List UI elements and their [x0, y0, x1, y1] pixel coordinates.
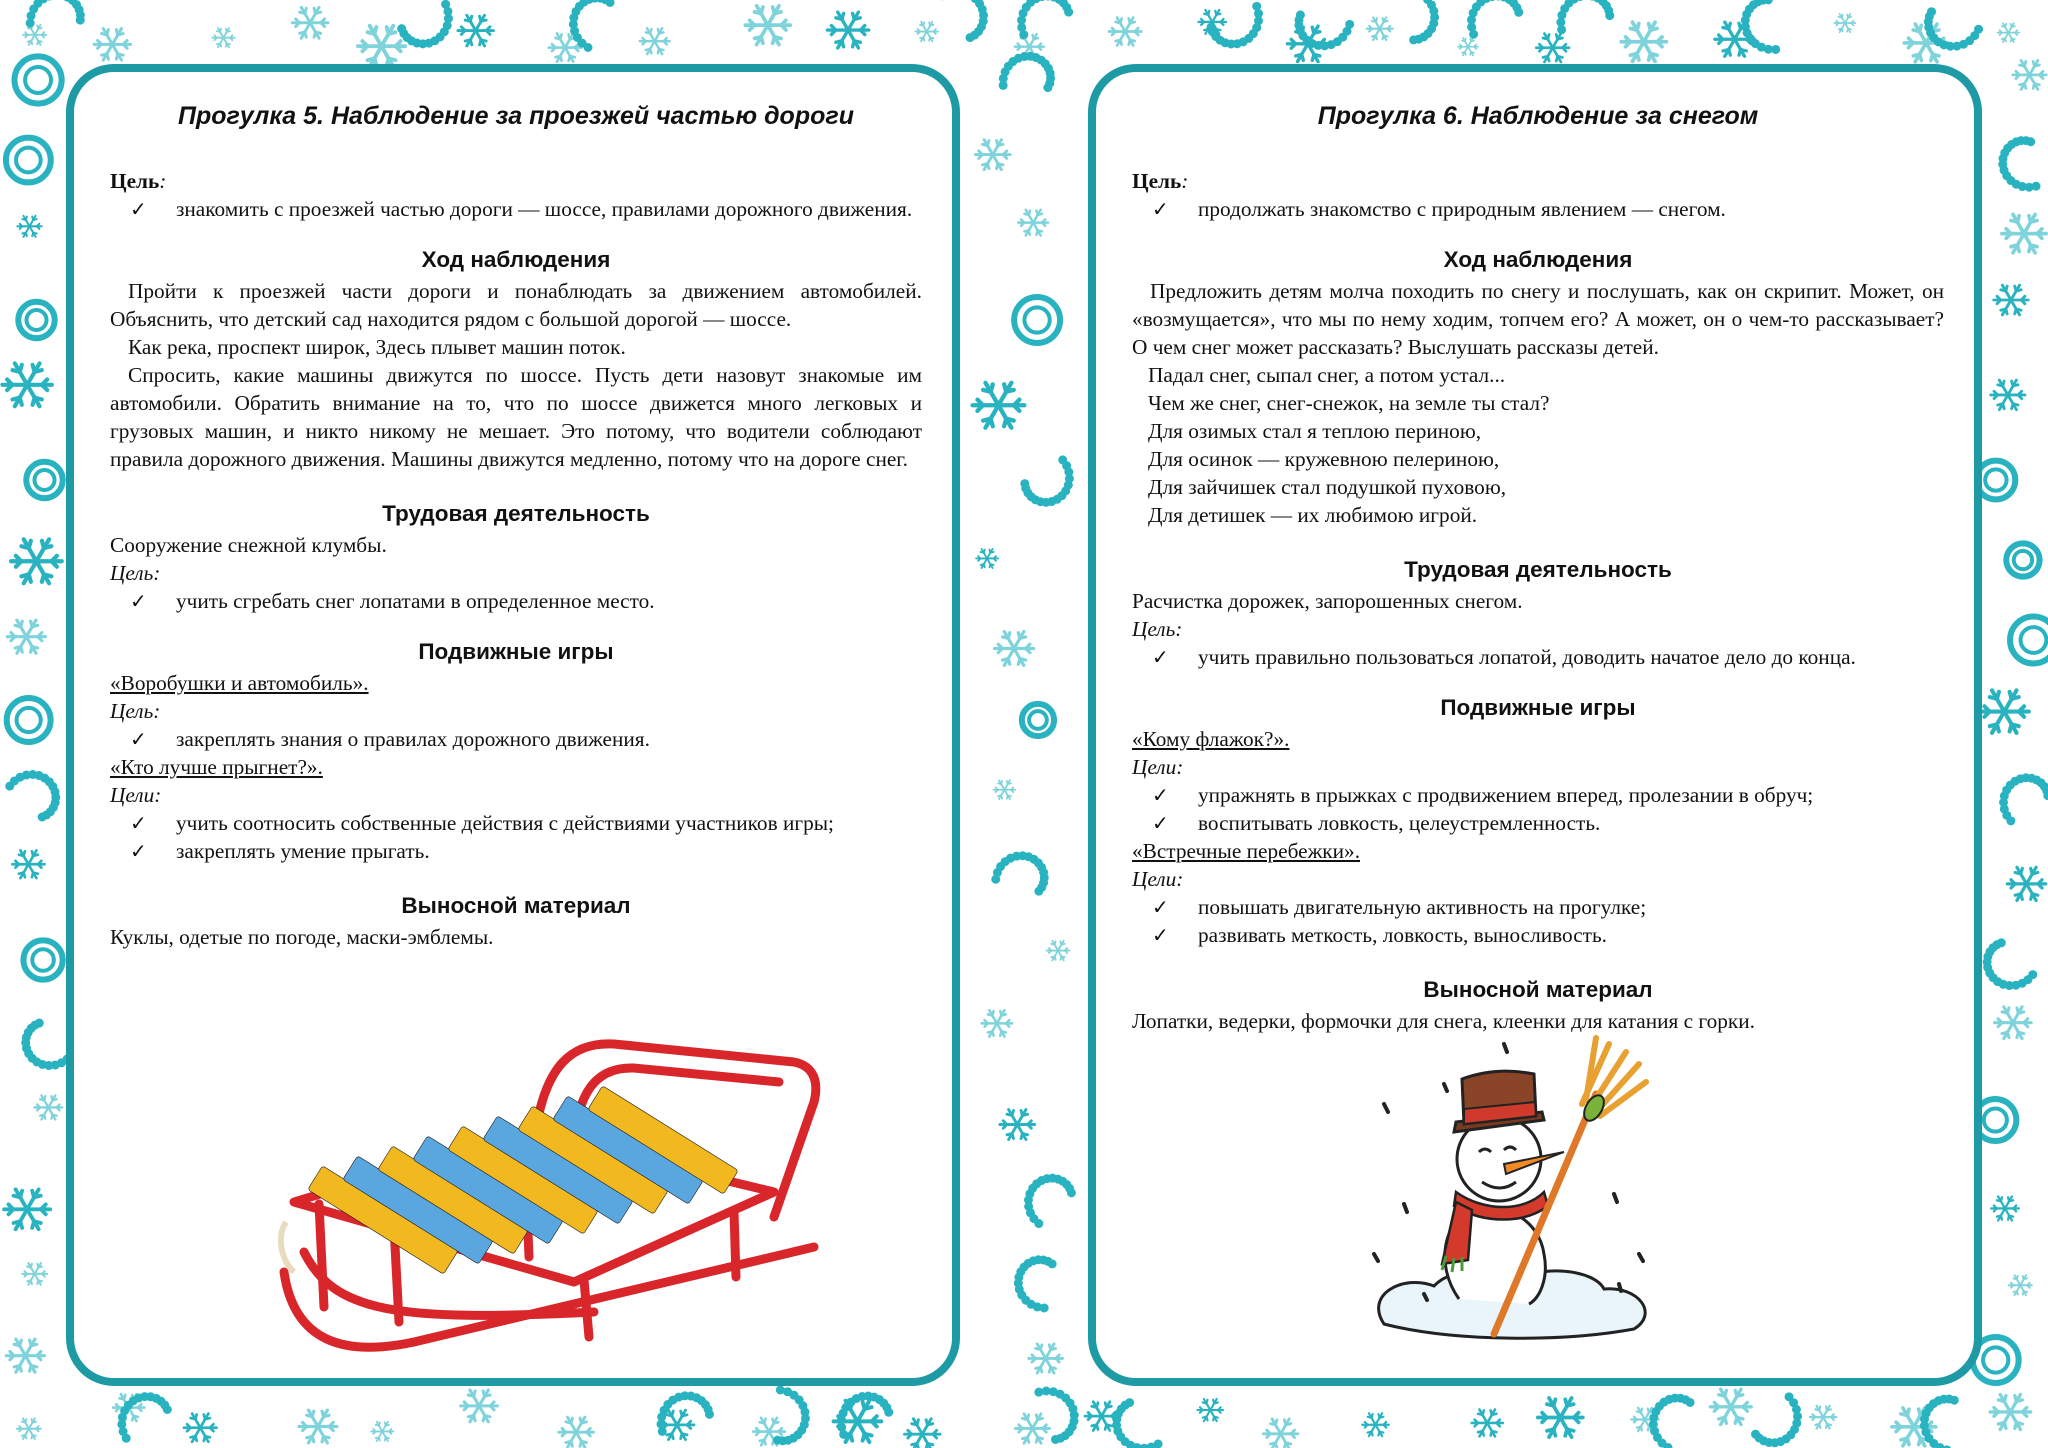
dot-decoration: [2026, 137, 2035, 146]
snowflake-icon: [2002, 214, 2046, 252]
snowflake-icon: [17, 216, 41, 237]
checkmark-icon: ✓: [1152, 923, 1169, 947]
snowflake-icon: [1995, 1007, 2032, 1039]
snowflake-icon: [7, 620, 45, 653]
dot-decoration: [1067, 1188, 1076, 1197]
snowflake-icon: [299, 1410, 337, 1443]
ring-decoration: [23, 940, 62, 979]
checkmark-icon: ✓: [1152, 783, 1169, 807]
ring-decoration: [32, 949, 54, 971]
snowflake-icon: [975, 140, 1010, 170]
snowflake-icon: [458, 15, 493, 46]
ring-decoration: [2010, 617, 2048, 664]
checkmark-icon: ✓: [130, 197, 147, 221]
snowflake-icon: [1047, 941, 1070, 961]
snowflake-icon: [1000, 1109, 1035, 1139]
dot-decoration: [1296, 10, 1305, 19]
snowflake-icon: [995, 632, 1034, 666]
poem-line: Для детишек — их любимою игрой.: [1148, 503, 1478, 527]
dot-decoration: [38, 812, 47, 821]
snowflake-icon: [1980, 690, 2029, 732]
game-goal-item: ✓ воспитывать ловкость, целеустремленность.: [1152, 811, 1601, 835]
poem-line: Для озимых стал я теплою периною,: [1148, 419, 1482, 443]
games-heading: Подвижные игры: [1440, 695, 1636, 720]
dot-decoration: [35, 1019, 44, 1028]
dot-decoration: [1751, 1430, 1760, 1439]
snowflake-icon: [1109, 18, 1141, 46]
ring-decoration: [25, 67, 51, 93]
snowflake-icon: [358, 26, 405, 67]
snowflake-icon: [827, 12, 868, 48]
checkmark-icon: ✓: [130, 727, 147, 751]
labor-heading: Трудовая деятельность: [382, 501, 650, 526]
poem-line: Чем же снег, снег-снежок, на земле ты стал?: [1148, 391, 1550, 415]
snowflake-icon: [22, 1263, 47, 1285]
poem-line: Падал снег, сыпал снег, а потом устал...: [1148, 363, 1506, 387]
observation-text-2: Спросить, какие машины движутся по шоссе. Пусть дети назовут знакомые им автомобили. Обратить внимание на то, что по шоссе движется много легковых и грузовых машин, и никто никому не мешает. Это потому, что водители соблюдают правила дорожного движения. Машины движутся медленно, потому что на дороге снег.: [110, 363, 922, 471]
game-goal-item: ✓ закреплять умение прыгать.: [130, 839, 430, 863]
ring-decoration: [17, 708, 41, 732]
snowflake-icon: [1991, 380, 2025, 410]
snowflake-icon: [94, 29, 131, 61]
ring-decoration: [2021, 627, 2047, 653]
game-goal-label: Цели:: [1132, 867, 1184, 891]
labor-goal-item: ✓ учить сгребать снег лопатами в определенное место.: [130, 589, 655, 613]
game-goal-label: Цели:: [110, 783, 162, 807]
labor-goal-item: ✓ учить правильно пользоваться лопатой, доводить начатое дело до конца.: [1152, 645, 1856, 669]
snowflake-icon: [1015, 1414, 1049, 1443]
ring-decoration: [1024, 307, 1049, 332]
ring-decoration: [1014, 297, 1060, 343]
dot-decoration: [1686, 1398, 1695, 1407]
dot-decoration: [1064, 8, 1073, 17]
snowflake-icon: [1029, 1344, 1063, 1373]
labor-text: Сооружение снежной клумбы.: [110, 533, 387, 557]
ring-decoration: [16, 148, 41, 173]
dot-decoration: [705, 1410, 714, 1419]
game-goal-item: ✓ закреплять знания о правилах дорожного движения.: [130, 727, 650, 751]
snowflake-icon: [1018, 210, 1048, 236]
ring-decoration: [1985, 469, 2006, 490]
observation-heading: Ход наблюдения: [421, 247, 611, 272]
snowflake-icon: [915, 22, 938, 42]
game-goal-item: ✓ учить соотносить собственные действия с действиями участников игры;: [130, 811, 834, 835]
page-walk-5: [66, 64, 960, 1386]
snowflake-icon: [994, 780, 1016, 799]
ring-decoration: [7, 698, 51, 742]
goal-label: Цель:: [1132, 169, 1189, 193]
page-title: Прогулка 5. Наблюдение за проезжей частью дороги: [178, 102, 854, 130]
snowflake-icon: [1263, 1419, 1297, 1448]
poem-line: Для зайчишек стал подушкой пуховою,: [1148, 475, 1507, 499]
snowflake-icon: [1362, 1413, 1389, 1436]
snowflake-icon: [1710, 1389, 1751, 1424]
observation-text: Предложить детям молча походить по снегу и послушать, как он скрипит. Может, он «возмущается», что мы по нему ходим, топчем его? А может, он о чем-то рассказывает? О чем снег может рассказать? Выслушать рассказы детей.: [1132, 279, 1944, 359]
snowflake-icon: [640, 28, 670, 54]
snowflake-icon: [904, 1419, 940, 1448]
snowflake-icon: [973, 383, 1025, 428]
checkmark-icon: ✓: [130, 839, 147, 863]
dot-decoration: [1020, 479, 1029, 488]
dot-decoration: [884, 1408, 893, 1417]
ring-decoration: [1022, 704, 1054, 736]
goal-item: ✓ знакомить с проезжей частью дороги — шоссе, правилами дорожного движения.: [130, 197, 913, 221]
game-name: «Воробушки и автомобиль».: [110, 671, 369, 695]
material-heading: Выносной материал: [1423, 977, 1653, 1002]
ring-decoration: [1029, 711, 1047, 729]
dot-decoration: [163, 1405, 172, 1414]
snowflake-icon: [12, 850, 44, 878]
game-goal-item: ✓ повышать двигательную активность на прогулке;: [1152, 895, 1647, 919]
checkmark-icon: ✓: [130, 811, 147, 835]
ring-decoration: [2014, 551, 2032, 569]
snowflake-icon: [1994, 285, 2028, 315]
material-heading: Выносной материал: [401, 893, 631, 918]
checkmark-icon: ✓: [1152, 645, 1169, 669]
page-title: Прогулка 6. Наблюдение за снегом: [1317, 102, 1759, 130]
dot-decoration: [1048, 1259, 1057, 1268]
game-name: «Кому флажок?».: [1132, 727, 1290, 751]
ring-decoration: [18, 302, 54, 338]
checkmark-icon: ✓: [1152, 197, 1169, 221]
snowflake-icon: [1997, 23, 2019, 42]
snowflake-icon: [976, 549, 998, 568]
snowflake-icon: [34, 1095, 62, 1119]
page-walk-6: [1088, 64, 1982, 1386]
ring-decoration: [1976, 461, 2015, 500]
snowflake-icon: [1621, 22, 1666, 61]
goal-item: ✓ продолжать знакомство с природным явлением — снегом.: [1152, 197, 1726, 221]
labor-text: Расчистка дорожек, запорошенных снегом.: [1132, 589, 1523, 613]
ring-decoration: [14, 56, 61, 103]
dot-decoration: [1051, 1435, 1060, 1444]
labor-goal-label: Цель:: [1132, 617, 1183, 641]
ring-decoration: [1984, 1108, 2007, 1131]
snowman-icon: [1364, 1024, 1664, 1354]
snowflake-icon: [1198, 1399, 1224, 1421]
dot-decoration: [1514, 8, 1523, 17]
snowflake-icon: [184, 1414, 217, 1442]
dot-decoration: [773, 1436, 782, 1445]
ring-decoration: [26, 462, 62, 498]
game-goal-label: Цель:: [110, 699, 161, 723]
snowflake-icon: [1990, 1394, 2031, 1429]
dot-decoration: [1950, 1396, 1959, 1405]
games-heading: Подвижные игры: [418, 639, 614, 664]
game-goal-item: ✓ упражнять в прыжках с продвижением вперед, пролезании в обруч;: [1152, 783, 1814, 807]
snowflake-icon: [23, 25, 46, 45]
sled-icon: [274, 1022, 834, 1362]
labor-heading: Трудовая деятельность: [1404, 557, 1672, 582]
checkmark-icon: ✓: [1152, 811, 1169, 835]
snowflake-icon: [2009, 1275, 2032, 1295]
checkmark-icon: ✓: [130, 589, 147, 613]
ring-decoration: [1983, 1347, 2008, 1372]
snowflake-icon: [2, 363, 51, 406]
dot-decoration: [1207, 23, 1216, 32]
dot-decoration: [966, 33, 975, 42]
snowflake-icon: [1834, 14, 1855, 32]
snowflake-icon: [292, 7, 328, 38]
snowflake-icon: [2013, 60, 2046, 89]
dot-decoration: [1927, 7, 1936, 16]
snowflake-icon: [1472, 1410, 1503, 1437]
snowflake-icon: [371, 1422, 393, 1441]
snowflake-icon: [4, 1189, 50, 1229]
checkmark-icon: ✓: [1152, 895, 1169, 919]
dot-decoration: [1997, 938, 2006, 947]
snowflake-icon: [17, 1418, 41, 1439]
observation-heading: Ход наблюдения: [1443, 247, 1633, 272]
game-goal-item: ✓ развивать меткость, ловкость, выносливость.: [1152, 923, 1607, 947]
game-name: «Встречные перебежки».: [1132, 839, 1361, 863]
poem-line: Для осинок — кружевною пелериною,: [1148, 447, 1500, 471]
material-text: Лопатки, ведерки, формочки для снега, клеенки для катания с горки.: [1132, 1009, 1755, 1033]
dot-decoration: [1125, 1398, 1134, 1407]
snowflake-icon: [1538, 1398, 1583, 1437]
snowflake-icon: [212, 28, 234, 47]
snowflake-icon: [6, 1339, 44, 1372]
material-text: Куклы, одетые по погоде, маски-эмблемы.: [110, 925, 494, 949]
dot-decoration: [1043, 83, 1052, 92]
game-name: «Кто лучше прыгнет?».: [110, 755, 323, 779]
ring-decoration: [2006, 543, 2039, 576]
snowflake-icon: [745, 6, 790, 45]
snowflake-icon: [11, 539, 62, 583]
snowflake-icon: [461, 1390, 498, 1422]
ring-decoration: [34, 470, 54, 490]
observation-text: Пройти к проезжей части дороги и понаблюдать за движением автомобилей. Объяснить, что детский сад находится рядом с большой дорогой — шоссе.: [110, 279, 922, 331]
snowflake-icon: [1536, 34, 1569, 62]
dot-decoration: [397, 24, 406, 33]
game-goal-label: Цели:: [1132, 755, 1184, 779]
ring-decoration: [6, 138, 51, 183]
ring-decoration: [26, 310, 46, 330]
dot-decoration: [1605, 11, 1614, 20]
snowflake-icon: [1810, 1406, 1836, 1429]
snowflake-icon: [559, 1417, 594, 1447]
goal-label: Цель:: [110, 169, 167, 193]
dot-decoration: [606, 0, 615, 7]
dot-decoration: [76, 16, 85, 25]
dot-decoration: [1034, 887, 1043, 896]
dot-decoration: [1409, 35, 1418, 44]
snowflake-icon: [1991, 1196, 2019, 1220]
snowflake-icon: [2007, 867, 2045, 900]
snowflake-icon: [1458, 38, 1478, 55]
observation-verse: Как река, проспект широк, Здесь плывет машин поток.: [128, 335, 626, 359]
snowflake-icon: [982, 1010, 1013, 1036]
labor-goal-label: Цель:: [110, 561, 161, 585]
snowflake-icon: [1367, 17, 1393, 40]
